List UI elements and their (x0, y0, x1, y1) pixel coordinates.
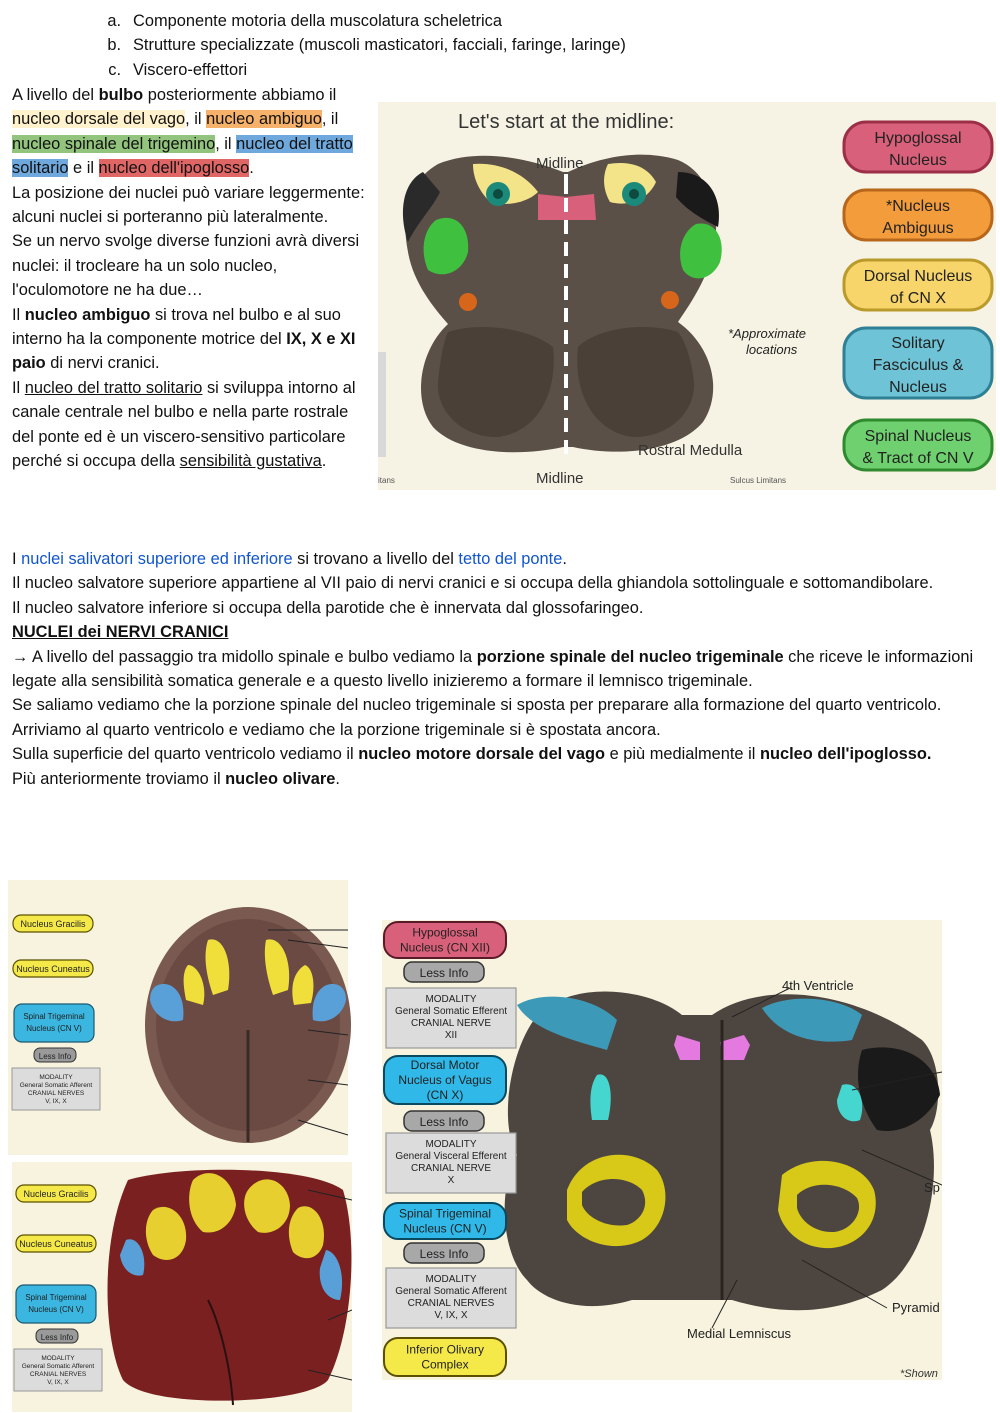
less-info-text: Less Info (38, 1052, 72, 1061)
less-info-text: Less Info (419, 966, 469, 980)
nerve-component-list (100, 9, 626, 82)
midline-bottom-label: Midline (536, 470, 584, 487)
approx-label: *Approximate (728, 326, 807, 341)
modality-text: MODALITY (425, 1274, 477, 1285)
figure-title: Let's start at the midline: (458, 111, 675, 133)
list-item: a. Componente motoria della muscolatura scheletrica (107, 12, 502, 30)
rostral-medulla-diagram (378, 102, 996, 490)
midline-top-label: Midline (536, 155, 584, 172)
paragraph-olivary: Più anteriormente troviamo il nucleo olivare. (12, 769, 340, 788)
nucleus-gracilis-pill-text: Nucleus Gracilis (20, 919, 86, 929)
paragraph-superior-salivary: Il nucleo salvatore superiore appartiene al VII paio di nervi cranici e si occupa della ghiandola sottolinguale e sottomandibolare. (12, 574, 934, 593)
dorsal-motor-vagus-pill-text: Dorsal Motor (410, 1058, 480, 1072)
fourth-ventricle-diagram (382, 920, 942, 1380)
modality-text: MODALITY (41, 1355, 75, 1362)
paragraph-salivary: I nuclei salivatori superiore ed inferiore si trovano a livello del tetto del ponte. (12, 550, 567, 568)
legend-label: Spinal Nucleus (864, 428, 972, 445)
legend-label: Solitary (891, 335, 945, 352)
modality-text: MODALITY (425, 1139, 477, 1150)
inferior-olivary-pill-text: Inferior Olivary (405, 1342, 485, 1357)
less-info-text: Less Info (40, 1333, 74, 1342)
figure-fourth-ventricle (382, 920, 942, 1380)
modality-text: CRANIAL NERVES (29, 1371, 87, 1378)
modality-text: General Somatic Afferent (395, 1286, 507, 1297)
highlight-trigeminal: nucleo spinale del trigemino (12, 134, 216, 153)
spinal-trigeminal-pill-text: Nucleus (CN V) (403, 1221, 487, 1236)
legend-item (844, 420, 992, 470)
spinal-trigeminal-text: Nucleus (CN V) (28, 1305, 84, 1314)
spinal-trigeminal-text: Spinal Trigeminal (23, 1012, 85, 1021)
legend-item (844, 328, 992, 398)
dorsal-motor-vagus-pill-text: (CN X) (426, 1088, 464, 1102)
paragraph-position: La posizione dei nuclei può variare leggermente: alcuni nuclei si porteranno più lateralmente. (12, 183, 365, 227)
legend-item (844, 260, 992, 310)
paragraph-bulbo-nuclei: A livello del bulbo posteriormente abbiamo il nucleo dorsale del vago, il nucleo ambiguo, il nucleo spinale del trigemino, il nucleo del tratto solitario e il nucleo dell'ipoglosso. (12, 86, 353, 178)
paragraph-inferior-salivary: Il nucleo salvatore inferiore si occupa della parotide che è innervata dal glossofaringeo. (12, 598, 644, 617)
modality-text: MODALITY (39, 1074, 73, 1081)
legend-label: Nucleus (889, 152, 947, 169)
spinal-trigeminal-pill-text: Spinal Trigeminal (398, 1206, 492, 1221)
paragraph-fourth-ventricle: Arriviamo al quarto ventricolo e vediamo che la porzione trigeminale si è spostata ancora. (12, 720, 661, 739)
highlight-ambiguus: nucleo ambiguo (206, 110, 322, 129)
section-heading: NUCLEI dei NERVI CRANICI (12, 623, 229, 642)
paragraph-vagus-hypoglossal: Sulla superficie del quarto ventricolo vediamo il nucleo motore dorsale del vago e più medialmente il nucleo dell'ipoglosso. (12, 745, 932, 764)
modality-text: MODALITY (425, 994, 477, 1005)
left-text-column (12, 83, 367, 474)
modality-text: CRANIAL NERVES (27, 1090, 85, 1097)
paragraph-functions: Se un nervo svolge diverse funzioni avrà diversi nuclei: il trocleare ha un solo nucleo, l'oculomotore ne ha due… (12, 232, 360, 300)
spinal-trigeminal-text: Spinal Trigeminal (25, 1293, 87, 1302)
modality-text: CRANIAL NERVE (410, 1018, 492, 1029)
legend-item (844, 122, 992, 172)
legend-label: Dorsal Nucleus (863, 268, 973, 285)
modality-text: CRANIAL NERVE (410, 1163, 492, 1174)
shown-label: *Shown (900, 1368, 938, 1380)
paragraph-spinal-trigeminal: → A livello del passaggio tra midollo spinale e bulbo vediamo la porzione spinale del nucleo trigeminale che riceve le informazioni legate alla sensibilità somatica generale e a questo livello inizieremo a formare il lemnisco trigeminale. (12, 647, 974, 691)
approx-label-2: locations (746, 342, 798, 357)
caudal-medulla-diagram (8, 880, 352, 1412)
full-width-text (12, 547, 987, 791)
spinal-trigeminal-pill (14, 1004, 94, 1042)
fourth-ventricle-label: 4th Ventricle (782, 978, 854, 993)
less-info-text: Less Info (419, 1247, 469, 1261)
inferior-olivary-pill-text: Complex (421, 1357, 469, 1372)
rostral-medulla-label: Rostral Medulla (638, 442, 743, 459)
figure-rostral-medulla (378, 102, 996, 490)
modality-text: V, IX, X (434, 1310, 468, 1321)
left-small-label: itans (378, 476, 395, 485)
legend-label: of CN X (889, 290, 947, 307)
sulcus-label: Sulcus Limitans (730, 476, 787, 485)
nucleus-gracilis-pill-text: Nucleus Gracilis (23, 1189, 89, 1199)
highlight-solitary: nucleo del tratto solitario (12, 134, 353, 178)
paragraph-ambiguus: Il nucleo ambiguo si trova nel bulbo e al suo interno ha la componente motrice del IX, X e XI paio di nervi cranici. (12, 305, 356, 373)
figure-caudal-medulla (8, 880, 352, 1412)
spinal-trigeminal-pill (16, 1285, 96, 1323)
legend-label: *Nucleus (885, 198, 951, 215)
legend-label: Nucleus (889, 379, 947, 396)
pyramid-label: Pyramid (892, 1300, 940, 1315)
paragraph-ascending: Se saliamo vediamo che la porzione spinale del nucleo trigeminale si sposta per preparare alla formazione del quarto ventricolo. (12, 696, 942, 715)
modality-text: V, IX, X (45, 1098, 67, 1105)
dorsal-motor-vagus-pill-text: Nucleus of Vagus (398, 1073, 492, 1087)
legend-label: Hypoglossal (874, 130, 962, 147)
modality-text: V, IX, X (47, 1379, 69, 1386)
highlight-hypoglossal: nucleo dell'ipoglosso (98, 159, 250, 178)
sp-label: Sp (924, 1180, 940, 1195)
less-info-text: Less Info (419, 1115, 469, 1129)
paragraph-solitary: Il nucleo del tratto solitario si sviluppa intorno al canale centrale nel bulbo e nella parte rostrale del ponte ed è un viscero-sensitivo particolare perché si occupa della sensibilità gustativa. (12, 378, 356, 471)
list-item: b. Strutture specializzate (muscoli masticatori, facciali, faringe, laringe) (107, 36, 626, 55)
hypoglossal-pill-text: Nucleus (CN XII) (399, 940, 491, 955)
spinal-trigeminal-text: Nucleus (CN V) (26, 1024, 82, 1033)
nucleus-cuneatus-pill-text: Nucleus Cuneatus (16, 964, 90, 974)
nucleus-cuneatus-pill-text: Nucleus Cuneatus (19, 1239, 93, 1249)
modality-text: X (447, 1175, 455, 1186)
medial-lemniscus-label: Medial Lemniscus (687, 1326, 792, 1341)
modality-text: General Somatic Afferent (21, 1363, 95, 1370)
legend-label: Fasciculus & (872, 357, 964, 374)
highlight-dorsal-vagus: nucleo dorsale del vago (12, 110, 186, 129)
hypoglossal-pill-text: Hypoglossal (412, 925, 478, 940)
modality-text: General Somatic Efferent (394, 1006, 508, 1017)
legend-label: & Tract of CN V (862, 450, 974, 467)
modality-text: XII (444, 1030, 458, 1041)
modality-text: CRANIAL NERVES (407, 1298, 495, 1309)
legend-item (844, 190, 992, 240)
list-item: c. Viscero-effettori (108, 60, 248, 79)
modality-text: General Visceral Efferent (395, 1151, 507, 1162)
legend-label: Ambiguus (882, 220, 954, 237)
modality-text: General Somatic Afferent (19, 1082, 93, 1089)
